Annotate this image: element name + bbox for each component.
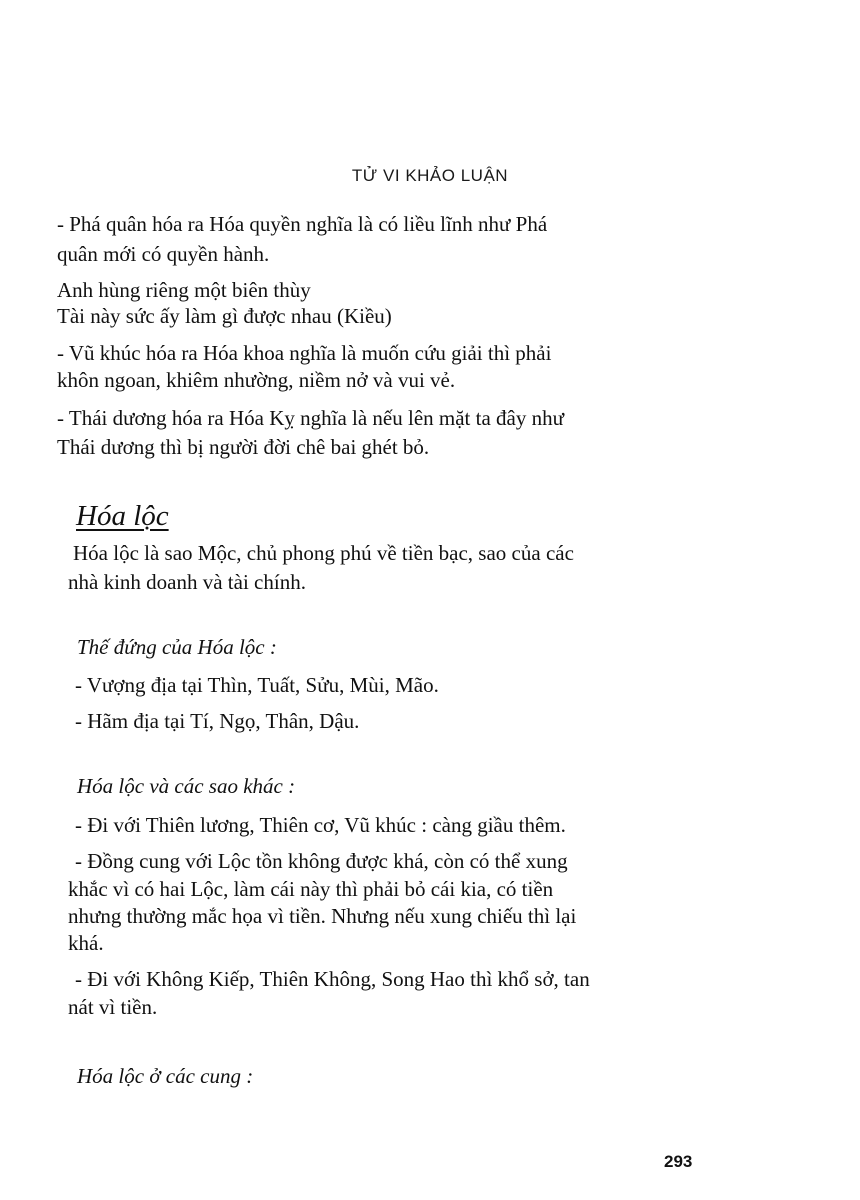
paragraph-line: nát vì tiền.: [68, 995, 158, 1019]
paragraph-line: - Vũ khúc hóa ra Hóa khoa nghĩa là muốn cứu giải thì phải: [57, 341, 552, 365]
running-header: TỬ VI KHẢO LUẬN: [351, 166, 509, 185]
list-item: - Vượng địa tại Thìn, Tuất, Sửu, Mùi, Mão.: [75, 673, 439, 697]
paragraph-line: Thái dương thì bị người đời chê bai ghét bỏ.: [57, 435, 430, 459]
paragraph-line: khắc vì có hai Lộc, làm cái này thì phải bỏ cái kia, có tiền: [68, 877, 554, 901]
verse-line: Tài này sức ấy làm gì được nhau (Kiều): [57, 304, 392, 328]
subheading-cac-cung: Hóa lộc ở các cung :: [77, 1064, 254, 1088]
list-item: - Đi với Thiên lương, Thiên cơ, Vũ khúc : càng giầu thêm.: [75, 813, 566, 837]
paragraph-line: nhưng thường mắc họa vì tiền. Nhưng nếu xung chiếu thì lại: [68, 904, 577, 928]
paragraph-line: quân mới có quyền hành.: [57, 242, 270, 266]
section-heading: Hóa lộc: [76, 500, 169, 532]
paragraph-line: - Thái dương hóa ra Hóa Kỵ nghĩa là nếu lên mặt ta đây như: [57, 406, 565, 430]
list-item: - Đi với Không Kiếp, Thiên Không, Song Hao thì khổ sở, tan: [75, 967, 590, 991]
paragraph-line: khôn ngoan, khiêm nhường, niềm nở và vui vẻ.: [57, 368, 456, 392]
paragraph-line: nhà kinh doanh và tài chính.: [68, 570, 306, 594]
verse-line: Anh hùng riêng một biên thùy: [57, 278, 311, 302]
paragraph-line: Hóa lộc là sao Mộc, chủ phong phú về tiền bạc, sao của các: [73, 541, 574, 565]
paragraph-line: khá.: [68, 931, 104, 955]
list-item: - Đồng cung với Lộc tồn không được khá, còn có thể xung: [75, 849, 568, 873]
list-item: - Hãm địa tại Tí, Ngọ, Thân, Dậu.: [75, 709, 360, 733]
page-number: 293: [664, 1152, 693, 1171]
subheading-sao-khac: Hóa lộc và các sao khác :: [77, 774, 296, 798]
subheading-the-dung: Thế đứng của Hóa lộc :: [77, 635, 277, 659]
paragraph-line: - Phá quân hóa ra Hóa quyền nghĩa là có liều lĩnh như Phá: [57, 212, 548, 236]
